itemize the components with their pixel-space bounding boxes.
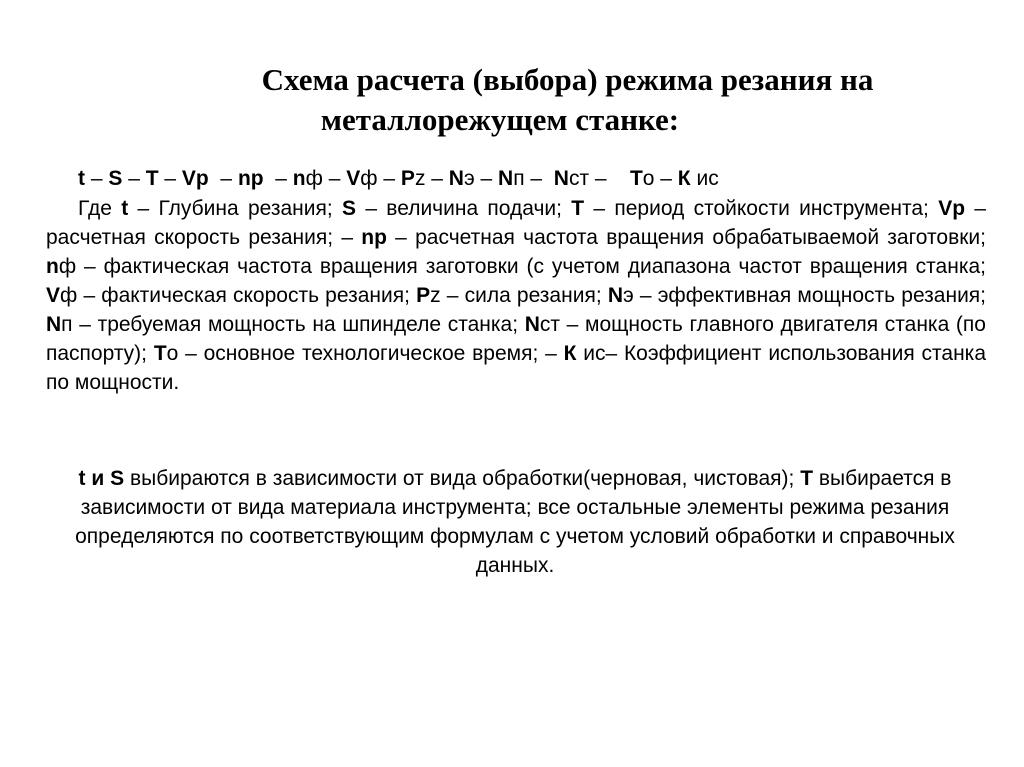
summary-symbol: T: [800, 467, 814, 490]
def-text: о – основное технологическое время; –: [166, 342, 564, 365]
formula-to-symbol: T: [629, 167, 643, 190]
def-text: ис– Коэффициент использования станка по мощности.: [46, 342, 986, 394]
summary-symbol: t и S: [78, 467, 125, 490]
formula-nst-index: ст –: [568, 167, 630, 190]
def-text: ф – фактическая частота вращения заготовки (с учетом диапазона частот вращения станка;: [58, 255, 986, 278]
def-symbol: N: [46, 313, 62, 336]
def-text: – расчетная частота вращения обрабатываемой заготовки;: [386, 226, 987, 249]
formula-ne-index: э –: [463, 167, 499, 190]
summary-text: выбираются в зависимости от вида обработки(черновая, чистовая);: [124, 467, 801, 490]
formula-to-index: о –: [642, 167, 678, 190]
formula-dash: –: [85, 167, 109, 190]
formula-pz-symbol: P: [400, 167, 415, 190]
title-line-2: металлорежущем станке:: [320, 102, 680, 137]
formula-s: S: [108, 167, 123, 190]
def-symbol: К: [563, 342, 577, 365]
definitions-paragraph: [46, 194, 986, 397]
formula-nst-symbol: N: [553, 167, 569, 190]
formula-np: nр: [237, 167, 264, 190]
formula-nn-symbol: N: [498, 167, 514, 190]
summary-text: выбирается в зависимости от вида материала инструмента; все остальные элементы режима резания определяются по соответствующим формулам с учетом условий обработки и справочных данных.: [75, 467, 955, 577]
def-symbol: Vр: [938, 197, 966, 220]
formula-dash: –: [122, 167, 146, 190]
def-text: э – эффективная мощность резания;: [622, 284, 987, 307]
def-symbol: n: [46, 255, 59, 278]
def-symbol: T: [153, 342, 167, 365]
title-line-1: Схема расчета (выбора) режима резания на: [261, 62, 874, 97]
formula-ne-symbol: N: [448, 167, 464, 190]
def-text: – Глубина резания;: [128, 197, 343, 220]
formula-k-index: ис: [690, 167, 719, 190]
formula-t: t: [78, 167, 85, 190]
def-symbol: N: [524, 313, 540, 336]
formula-T: T: [145, 167, 159, 190]
def-symbol: V: [46, 284, 61, 307]
formula-dash: –: [263, 167, 293, 190]
slide-title: [120, 60, 980, 140]
def-text: ст – мощность главного двигателя станка (по паспорту);: [46, 313, 986, 365]
formula-vp: Vр: [181, 167, 209, 190]
def-text: Где: [78, 197, 122, 220]
def-text: п – требуемая мощность на шпинделе станка;: [61, 313, 525, 336]
formula-pz-index: z –: [414, 167, 449, 190]
formula-k-symbol: К: [677, 167, 691, 190]
def-text: – величина подачи;: [356, 197, 572, 220]
cutting-mode-formula: [78, 165, 719, 193]
formula-dash: –: [158, 167, 182, 190]
def-text: – расчетная скорость резания; –: [46, 197, 987, 249]
formula-nf-symbol: n: [292, 167, 306, 190]
def-symbol: t: [121, 197, 129, 220]
def-symbol: nр: [361, 226, 387, 249]
def-symbol: S: [342, 197, 357, 220]
formula-vf-index: ф –: [360, 167, 401, 190]
def-symbol: P: [416, 284, 431, 307]
formula-vf-symbol: V: [346, 167, 361, 190]
def-symbol: T: [571, 197, 585, 220]
def-text: z – сила резания;: [430, 284, 608, 307]
formula-dash: –: [208, 167, 238, 190]
def-text: ф – фактическая скорость резания;: [60, 284, 417, 307]
def-text: – период стойкости инструмента;: [584, 197, 939, 220]
formula-nf-index: ф –: [305, 167, 347, 190]
summary-paragraph: [50, 464, 980, 580]
def-symbol: N: [607, 284, 623, 307]
formula-nn-index: п –: [513, 167, 554, 190]
